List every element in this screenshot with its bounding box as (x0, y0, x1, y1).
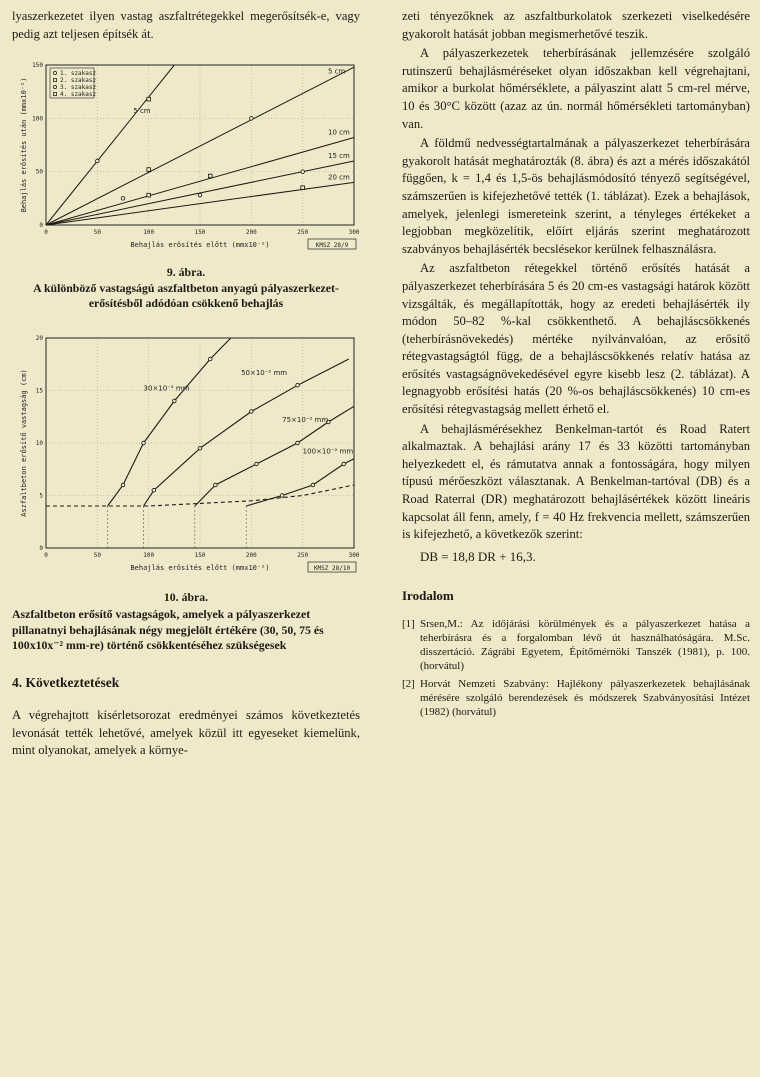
series-line (108, 338, 231, 506)
y-tick-label: 150 (32, 62, 43, 70)
series-label: 15 cm (328, 152, 350, 161)
x-tick-label: 150 (194, 229, 206, 237)
data-point (198, 446, 202, 450)
y-tick-label: 5 (39, 492, 43, 500)
figure-9 (12, 57, 360, 257)
legend-entry: 1. szakasz (60, 70, 97, 78)
y-tick-label: 100 (32, 115, 43, 123)
x-tick-label: 300 (348, 551, 360, 559)
data-point (121, 483, 125, 487)
x-axis-label: Behajlás erősítés előtt (mmx10⁻²) (130, 563, 270, 572)
reference-text: Srsen,M.: Az időjárási körülmények és a pályaszerkezet hatása a teherbírásra és a forgalomban lévő út használhatóságára. M.Sc. disszertáció. Zágrábi Egyetem, Építőmérnöki Tanszék (1981), p. 100. (horvátul) (420, 618, 750, 672)
series-label: 20 cm (328, 173, 350, 182)
x-tick-label: 100 (143, 551, 155, 559)
data-point (173, 399, 177, 403)
data-point (342, 462, 346, 466)
data-point (296, 441, 300, 445)
x-tick-label: 250 (297, 229, 309, 237)
figure-badge: KMSZ 28/10 (313, 564, 351, 572)
data-point (147, 98, 151, 102)
series-label: 100×10⁻² mm (302, 447, 354, 456)
data-point (121, 197, 125, 201)
left-column (12, 8, 360, 760)
legend-entry: 2. szakasz (60, 77, 97, 85)
x-tick-label: 100 (143, 229, 155, 237)
data-point (208, 174, 212, 178)
figure-9-caption-number: 9. ábra. (166, 265, 206, 280)
right-paragraph-3: A földmű nedvességtartalmának a pályaszerkezet teherbírására gyakorolt hatását meghatározták (8. ábra) és azt a mérés időszakától függően, k = 1,4 és 1,5-ös behajlásmódosító tényező segítségével, számszerűen is kifejezhetővé tették (1. táblázat). Ezek a behajlások, amelyek, jelenlegi ismereteink szerint, a tényleges értékeket a legjobban megközelítik, előírt eljárás szerint meghatározott szabványos behajlásérték becslésekor kerülnek felhasználásra. (402, 136, 750, 256)
right-paragraph-2: A pályaszerkezetek teherbírásának jellemzésére szolgáló rutinszerű behajlásméréseket olyan időszakban kell végrehajtani, amikor a burkolat hőmérséklete, a pályaszint alatt 5 cm-rel mérve, 10 és 30°C között (azaz az ún. normál hőmérsékleti tartományban) van. (402, 46, 750, 131)
data-point (214, 483, 218, 487)
series-line (144, 359, 349, 506)
y-tick-label: 15 (35, 387, 43, 395)
x-tick-label: 250 (297, 551, 309, 559)
series-label: 75×10⁻² mm (282, 415, 329, 424)
data-point (147, 168, 151, 172)
conclusion-paragraph: A végrehajtott kísérletsorozat eredményei számos következtetés levonását tették lehetővé, amelyek közül itt egyeseket kiemelünk, mint olyanokat, amelyek a környe- (12, 708, 360, 758)
x-tick-label: 150 (194, 551, 206, 559)
figure-9-chart (12, 57, 360, 257)
series-label: 5 cm (133, 107, 151, 116)
data-point (250, 409, 254, 413)
y-tick-label: 0 (39, 222, 43, 230)
data-point (250, 117, 254, 121)
figure-9-caption: A különböző vastagságú aszfaltbeton anyagú pályaszerkezet-erősítésből adódóan csökkenő behajlás (33, 280, 339, 311)
figure-10-chart (12, 330, 360, 580)
legend-entry: 3. szakasz (60, 84, 97, 92)
y-axis-label: Behajlás erősítés után (mmx10⁻²) (20, 77, 28, 213)
x-tick-label: 200 (245, 229, 257, 237)
x-tick-label: 50 (93, 229, 101, 237)
formula: DB = 18,8 DR + 16,3. (420, 548, 536, 564)
x-tick-label: 300 (348, 229, 360, 237)
x-tick-label: 0 (44, 229, 48, 237)
reference-number: [1] (402, 618, 415, 630)
data-point (311, 483, 315, 487)
reference-text: Horvát Nemzeti Szabvány: Hajlékony pályaszerkezetek behajlásának mérésére szolgáló berendezések és módszerek Szabványosítási Intézet (1982) (horvátul) (420, 678, 750, 718)
figure-10 (12, 330, 360, 580)
data-point (301, 170, 305, 174)
data-point (96, 159, 100, 163)
series-label: 10 cm (328, 128, 350, 137)
right-column (402, 8, 750, 723)
series-line (46, 138, 354, 225)
data-point (255, 462, 259, 466)
y-axis-label: Aszfaltbeton erősítő vastagság (cm) (20, 368, 28, 517)
x-tick-label: 200 (245, 551, 257, 559)
x-axis-label: Behajlás erősítés előtt (mmx10⁻²) (130, 241, 270, 250)
data-point (147, 194, 151, 198)
data-point (208, 357, 212, 361)
data-point (152, 488, 156, 492)
y-tick-label: 20 (35, 334, 43, 342)
x-tick-label: 50 (93, 551, 101, 559)
y-tick-label: 0 (39, 544, 43, 552)
data-point (198, 194, 202, 198)
section-title: 4. Következtetések (12, 674, 120, 690)
reference-number: [2] (402, 678, 415, 690)
series-label: 30×10⁻² mm (143, 384, 190, 393)
right-paragraph-5: A behajlásmérésekhez Benkelman-tartót és Road Ratert alkalmaztak. A behajlási arány 17 és 33 közötti tartományban helyezkedett el, és rámutatva annak a fontosságára, hogy milyen típusú mérőeszközt választanak. A Benkelman-tartóval (DB) és a Road Raterral (DR) meghatározott behajlásértékek között lineáris kapcsolat áll fenn, amely, f = 40 Hz frekvencia mellett, számszerűen is kifejezhető, a következők szerint: (402, 421, 750, 542)
data-point (296, 383, 300, 387)
reference-item (402, 617, 750, 673)
data-point (280, 493, 284, 497)
references-title: Irodalom (402, 588, 454, 604)
intro-paragraph: lyaszerkezetet ilyen vastag aszfaltrétegekkel megerősítsék-e, vagy pedig azt teljesen építsék át. (12, 9, 360, 41)
data-point (142, 441, 146, 445)
right-paragraph-1: zeti tényezőknek az aszfaltburkolatok szerkezeti viselkedésére gyakorolt hatását jobban megismerhetővé teszik. (402, 9, 750, 41)
reference-item (402, 677, 750, 719)
series-label: 5 cm (328, 67, 346, 76)
x-tick-label: 0 (44, 551, 48, 559)
y-tick-label: 50 (35, 168, 43, 176)
figure-badge: KMSZ 28/9 (315, 242, 349, 250)
figure-10-caption-number: 10. ábra. (163, 589, 209, 604)
y-tick-label: 10 (35, 439, 43, 447)
figure-10-caption: Aszfaltbeton erősítő vastagságok, amelyek a pályaszerkezet pillanatnyi behajlásának négy megjelölt értékére (30, 50, 75 és 100x10x⁻² mm-re) történő csökkentéséhez szükségesek (12, 607, 324, 653)
references-list (402, 617, 750, 719)
data-point (301, 186, 305, 190)
series-line (246, 458, 354, 505)
series-label: 50×10⁻² mm (241, 368, 288, 377)
legend-entry: 4. szakasz (60, 91, 97, 99)
right-paragraph-4: Az aszfaltbeton rétegekkel történő erősítés hatását a pályaszerkezet teherbírására 5 és 20 cm-es vastagsági határok között vizsgálták, és megállapították, hogy az eredeti behajlásérték ily módon 50–82 %-kal csökkenthető. A behajláscsökkenés (teherbírásnövekedés) mértéke nyilvánvalóan, az erősítő rétegvastagságtól függ, de a behajláscsökkenés relatív hatása az erősítés vastagságnövekedésével egyre kisebb lesz (2. táblázat). A legnagyobb erősítési hatás (20 %-os behajláscsökkenés) 10 cm-es erősítési rétegvastagság mellett érhető el. (402, 261, 750, 417)
